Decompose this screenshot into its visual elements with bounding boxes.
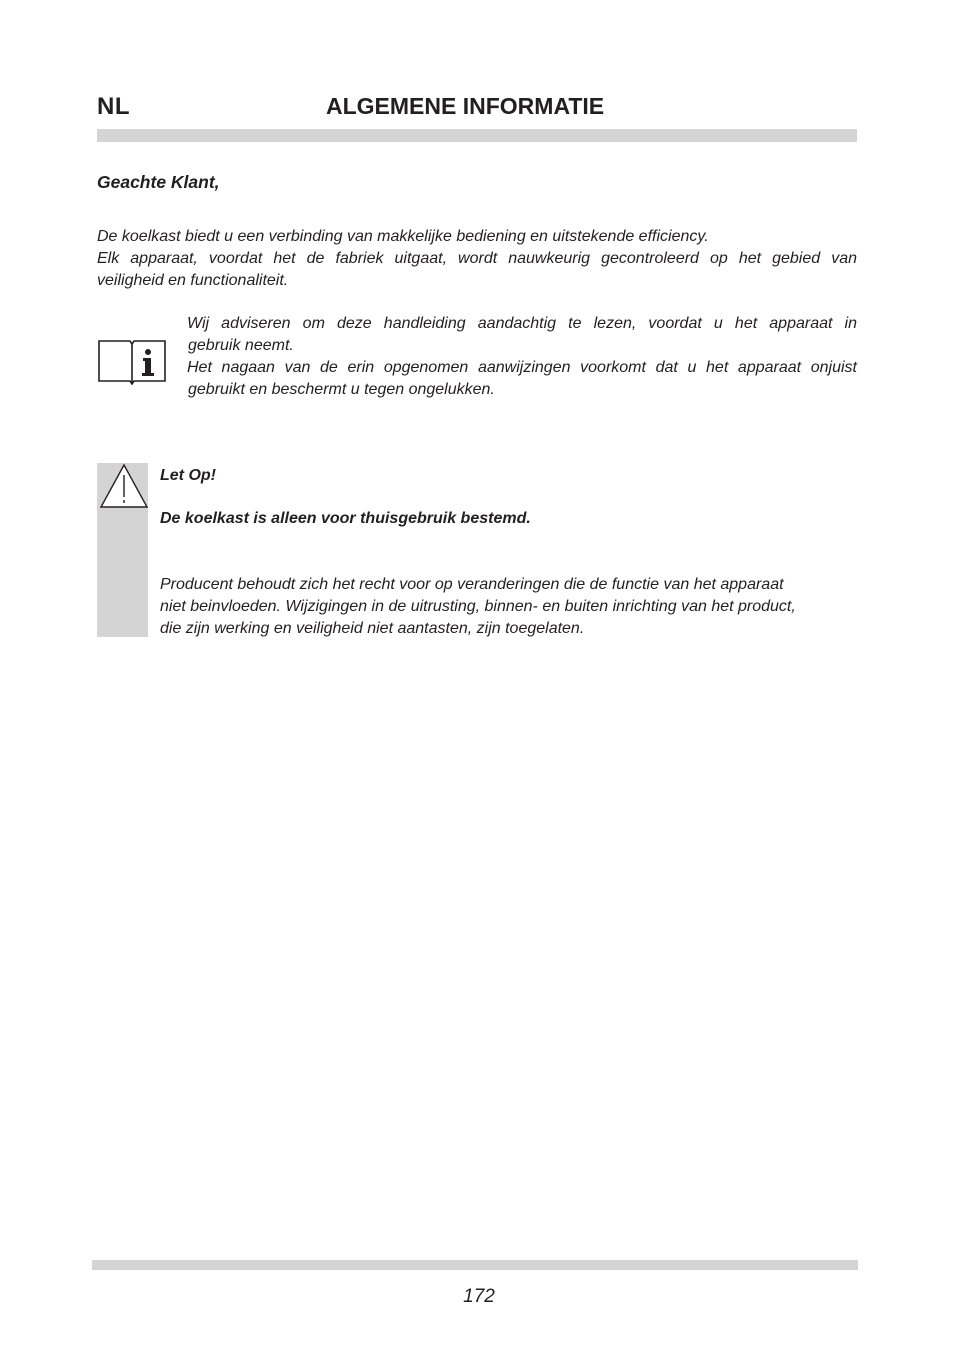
warning-triangle-icon xyxy=(99,463,149,509)
info-line: gebruik neemt. xyxy=(188,337,294,354)
footer-divider xyxy=(92,1260,858,1270)
intro-line: De koelkast biedt u een verbinding van makkelijke bediening en uitstekende efficiency. xyxy=(97,228,709,245)
warning-statement: De koelkast is alleen voor thuisgebruik bestemd. xyxy=(160,510,531,527)
warning-title: Let Op! xyxy=(160,467,216,484)
info-line: gebruikt en beschermt u tegen ongelukken. xyxy=(188,381,495,398)
language-code: NL xyxy=(97,93,130,120)
salutation: Geachte Klant, xyxy=(97,172,220,192)
page-number: 172 xyxy=(463,1286,495,1307)
info-line: Wij adviseren om deze handleiding aandachtig te lezen, voordat u het apparaat in xyxy=(187,315,857,332)
warning-note-line: niet beinvloeden. Wijzigingen in de uitrusting, binnen- en buiten inrichting van het product, xyxy=(160,598,796,615)
intro-line: veiligheid en functionaliteit. xyxy=(97,272,289,289)
page-title: ALGEMENE INFORMATIE xyxy=(326,93,605,119)
warning-note-line: die zijn werking en veiligheid niet aantasten, zijn toegelaten. xyxy=(160,620,585,637)
info-text xyxy=(188,313,857,401)
header-divider xyxy=(97,129,857,142)
intro-paragraph xyxy=(97,226,857,292)
warning-note xyxy=(160,574,857,640)
manual-info-icon xyxy=(97,337,167,385)
intro-line: Elk apparaat, voordat het de fabriek uitgaat, wordt nauwkeurig gecontroleerd op het gebied van xyxy=(97,250,857,267)
warning-note-line: Producent behoudt zich het recht voor op veranderingen die de functie van het apparaat xyxy=(160,576,784,593)
info-line: Het nagaan van de erin opgenomen aanwijzingen voorkomt dat u het apparaat onjuist xyxy=(187,359,857,376)
